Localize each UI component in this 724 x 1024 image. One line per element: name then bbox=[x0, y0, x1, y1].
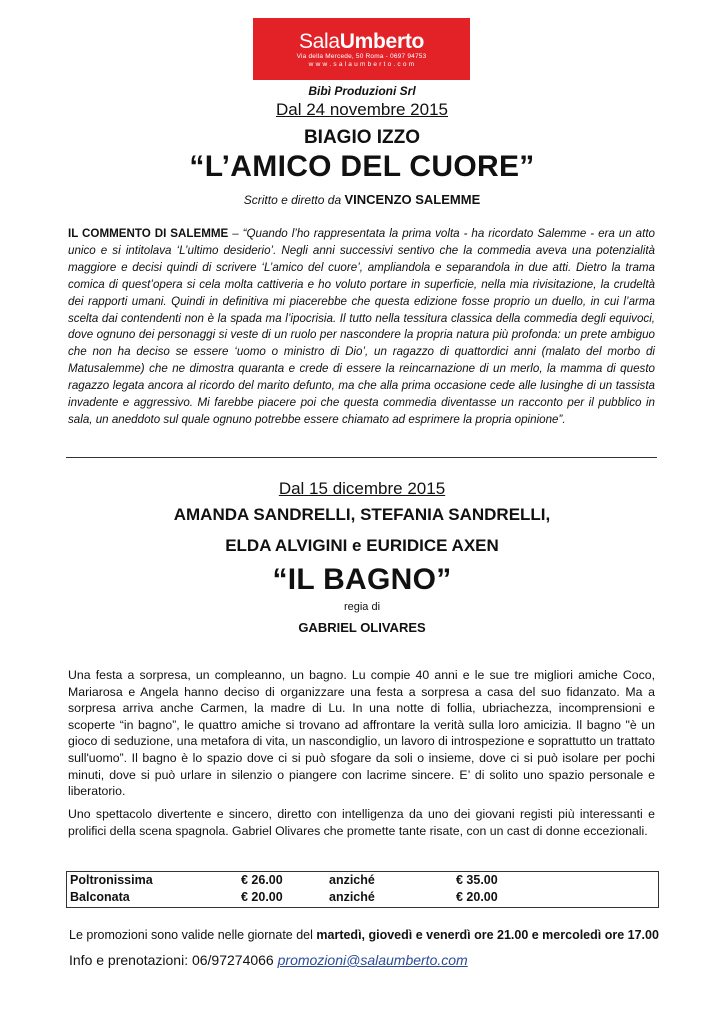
producer-line: Bibì Produzioni Srl bbox=[308, 84, 416, 98]
regular-price: € 35.00 bbox=[456, 873, 498, 887]
promo-validity: Le promozioni sono valide nelle giornate del martedì, giovedì e venerdì ore 21.00 e mercoledì ore 17.00 bbox=[69, 928, 659, 942]
show2-cast-line2: ELDA ALVIGINI e EURIDICE AXEN bbox=[225, 536, 499, 555]
show1-date: Dal 24 novembre 2015 bbox=[275, 100, 448, 119]
price-row bbox=[67, 890, 658, 907]
price-separator: anziché bbox=[329, 890, 375, 904]
show2-regia-label: regia di bbox=[343, 601, 381, 613]
price-row bbox=[67, 873, 658, 890]
logo-website: w w w . s a l a u m b e r t o . c o m bbox=[308, 60, 415, 68]
seat-name: Balconata bbox=[70, 890, 130, 904]
comment-text: – “Quando l’ho rappresentata la prima volta - ha ricordato Salemme - era un atto unico e si intitolava ‘L’ultimo desiderio’. Negli anni successivi sentivo che la commedia aveva una potenzialità maggiore e decisi quindi di scrivere ‘L’amico del cuore’, ampliandola e separandola in due atti. Dietro la trama comica di quest’opera si cela molta cattiveria e ho voluto portare in superficie, nella mia rivisitazione, la crudeltà dei rapporti umani. Quindi in definitiva mi piacerebbe che questa edizione fosse proprio un duello, in cui l’arma scelta dai contendenti non è la spada ma l’ipocrisia. Il tutto nella tessitura classica della commedia degli equivoci, dove ognuno dei personaggi si veste di un ruolo per nascondere la propria natura più profonda: un prete ambiguo che non ha deciso se essere ‘uomo o ministro di Dio’, un ragazzo di quattordici anni (malato del morbo di Matusalemme) che ne dimostra quaranta e crede di essere la reincarnazione di un merlo, la mamma di questo ragazzo legata ancora al ricordo del marito defunto, ma che alla prima occasione cede alle lusinghe di un tassista invadente e aggressivo. Mi farebbe piacere poi che questa commedia diventasse un racconto per il pubblico in sala, un aneddoto sul quale ognuno potrebbe essere chiamato ad esprimere la propria opinione”. bbox=[68, 227, 655, 426]
show1-title: “L’AMICO DEL CUORE” bbox=[189, 150, 535, 183]
comment-label: IL COMMENTO DI SALEMME bbox=[68, 227, 229, 240]
logo-brand: SalaUmberto bbox=[298, 30, 425, 53]
sala-umberto-logo bbox=[253, 18, 470, 80]
logo-address: Via della Mercede, 50 Roma - 0697 94753 bbox=[296, 53, 427, 60]
show2-synopsis: Una festa a sorpresa, un compleanno, un bagno. Lu compie 40 anni e le sue tre migliori amiche Coco, Mariarosa e Angela hanno deciso di organizzare una festa a sorpresa a casa del suo fidanzato. Ma a sorpresa arriva anche Carmen, la madre di Lu. In una notte di follia, ubriachezza, incomprensioni e scoperte “in bagno”, le quattro amiche si trovano ad affrontare la verità sulla loro amicizia. Il bagno "è un gioco di seduzione, una metafora di vita, un nascondiglio, un lavoro di introspezione e soprattutto un trattato sull'uomo”. Il bagno è lo spazio dove ci si può sfogare da soli o insieme, dove ci si può isolare per pochi minuti, dove si può urlare in silenzio o piangere con lacrime sincere. E’ di solito uno spazio personale e liberatorio. bbox=[68, 668, 655, 799]
price-separator: anziché bbox=[329, 873, 375, 887]
show1-artist: BIAGIO IZZO bbox=[303, 127, 421, 148]
contact-label: Info e prenotazioni: 06/97274066 bbox=[69, 952, 278, 968]
show1-credits: Scritto e diretto da VINCENZO SALEMME bbox=[243, 192, 481, 207]
show2-date: Dal 15 dicembre 2015 bbox=[278, 479, 446, 498]
seat-name: Poltronissima bbox=[70, 873, 153, 887]
contact-info bbox=[69, 952, 468, 968]
email-link[interactable]: promozioni@salaumberto.com bbox=[277, 952, 468, 968]
section-divider bbox=[66, 457, 657, 458]
regular-price: € 20.00 bbox=[456, 890, 498, 904]
show2-cast-line1: AMANDA SANDRELLI, STEFANIA SANDRELLI, bbox=[173, 505, 551, 524]
promo-price: € 20.00 bbox=[241, 890, 283, 904]
show2-director: GABRIEL OLIVARES bbox=[298, 620, 426, 635]
show2-title: “IL BAGNO” bbox=[272, 563, 452, 596]
show1-comment bbox=[68, 226, 655, 429]
price-table bbox=[66, 871, 659, 908]
promo-price: € 26.00 bbox=[241, 873, 283, 887]
show2-closing: Uno spettacolo divertente e sincero, diretto con intelligenza da uno dei giovani registi più interessanti e prolifici della scena spagnola. Gabriel Olivares che promette tante risate, con un cast di donne eccezionali. bbox=[68, 807, 655, 838]
